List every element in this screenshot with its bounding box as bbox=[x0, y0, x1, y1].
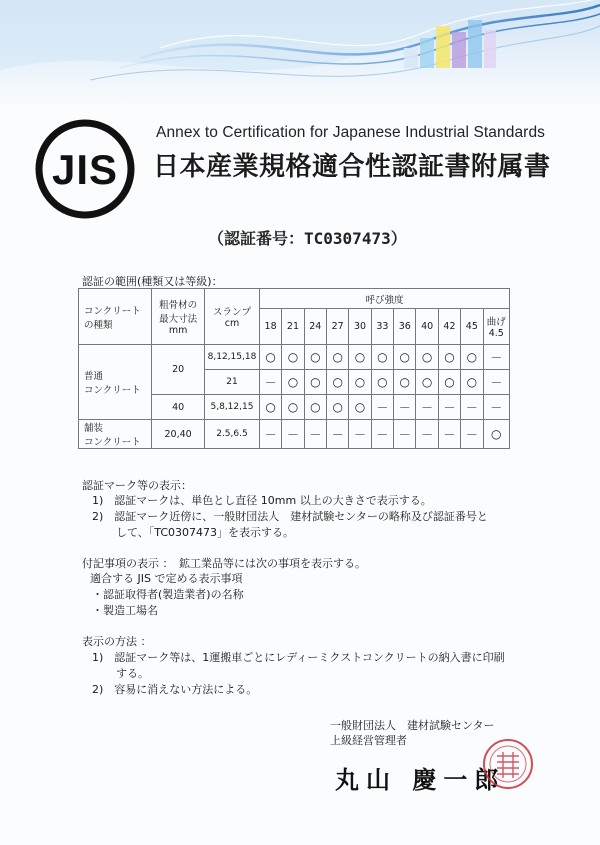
strength-col-45: 45 bbox=[461, 309, 483, 345]
cert-suffix: ） bbox=[390, 229, 407, 248]
not-certified-mark: － bbox=[371, 420, 393, 449]
svg-text:JIS: JIS bbox=[51, 146, 119, 193]
not-certified-mark: － bbox=[461, 420, 483, 449]
english-title: Annex to Certification for Japanese Industrial Standards bbox=[156, 124, 546, 141]
scope-table bbox=[78, 288, 510, 449]
certified-mark: ○ bbox=[483, 420, 509, 449]
certified-mark: ○ bbox=[282, 395, 304, 420]
certified-mark: ○ bbox=[259, 395, 281, 420]
supplementary-title: 付記事項の表示 ： 鉱工業品等には次の事項を表示する。 bbox=[82, 557, 366, 570]
signature-block bbox=[330, 718, 495, 748]
supplementary-line-2: ・認証取得者(製造業者)の名称 bbox=[92, 588, 244, 601]
certified-mark: ○ bbox=[371, 370, 393, 395]
not-certified-mark: － bbox=[483, 370, 509, 395]
mark-display-title: 認証マーク等の表示： bbox=[82, 479, 192, 492]
slump-cell: 21 bbox=[205, 370, 260, 395]
method-item-1: 1) 認証マーク等は、1運搬車ごとにレディーミクストコンクリートの納入書に印刷 bbox=[92, 651, 505, 664]
not-certified-mark: － bbox=[438, 395, 460, 420]
certified-mark: ○ bbox=[461, 345, 483, 370]
certified-mark: ○ bbox=[371, 345, 393, 370]
certified-mark: ○ bbox=[304, 370, 326, 395]
certified-mark: ○ bbox=[438, 345, 460, 370]
not-certified-mark: － bbox=[438, 420, 460, 449]
cert-code: TC0307473 bbox=[304, 229, 391, 248]
certified-mark: ○ bbox=[349, 345, 371, 370]
not-certified-mark: － bbox=[371, 395, 393, 420]
not-certified-mark: － bbox=[416, 420, 438, 449]
strength-col-24: 24 bbox=[304, 309, 326, 345]
certified-mark: ○ bbox=[304, 395, 326, 420]
strength-col-30: 30 bbox=[349, 309, 371, 345]
header-aggregate: 粗骨材の 最大寸法 mm bbox=[152, 289, 205, 345]
supplementary-line-3: ・製造工場名 bbox=[92, 604, 158, 617]
not-certified-mark: － bbox=[394, 420, 416, 449]
certification-number bbox=[208, 226, 407, 249]
certified-mark: ○ bbox=[304, 345, 326, 370]
certified-mark: ○ bbox=[282, 345, 304, 370]
mark-display-item-2-cont: して、「TC0307473」を表示する。 bbox=[116, 526, 295, 539]
not-certified-mark: － bbox=[461, 395, 483, 420]
certified-mark: ○ bbox=[327, 370, 349, 395]
strength-col-21: 21 bbox=[282, 309, 304, 345]
aggregate-cell: 20 bbox=[152, 345, 205, 395]
strength-col-36: 36 bbox=[394, 309, 416, 345]
not-certified-mark: － bbox=[304, 420, 326, 449]
signature-position: 上級経営管理者 bbox=[330, 734, 407, 747]
supplementary-line-1: 適合する JIS で定める表示事項 bbox=[90, 572, 243, 585]
mark-display-item-1: 1) 認証マークは、単色とし直径 10mm 以上の大きさで表示する。 bbox=[92, 494, 432, 507]
slump-cell: 8,12,15,18 bbox=[205, 345, 260, 370]
aggregate-cell: 40 bbox=[152, 395, 205, 420]
strength-col-40: 40 bbox=[416, 309, 438, 345]
certified-mark: ○ bbox=[416, 370, 438, 395]
signature-org: 一般財団法人 建材試験センター bbox=[330, 719, 495, 732]
certified-mark: ○ bbox=[394, 370, 416, 395]
cert-prefix: （認証番号： bbox=[208, 229, 305, 248]
not-certified-mark: － bbox=[349, 420, 371, 449]
not-certified-mark: － bbox=[394, 395, 416, 420]
slump-cell: 5,8,12,15 bbox=[205, 395, 260, 420]
certified-mark: ○ bbox=[349, 395, 371, 420]
not-certified-mark: － bbox=[259, 420, 281, 449]
certified-mark: ○ bbox=[461, 370, 483, 395]
method-title: 表示の方法 ： bbox=[82, 635, 152, 648]
not-certified-mark: － bbox=[483, 345, 509, 370]
certified-mark: ○ bbox=[349, 370, 371, 395]
not-certified-mark: － bbox=[259, 370, 281, 395]
header-strength: 呼び強度 bbox=[259, 289, 509, 309]
header-type: コンクリート の種類 bbox=[79, 289, 152, 345]
strength-col-18: 18 bbox=[259, 309, 281, 345]
certified-mark: ○ bbox=[282, 370, 304, 395]
type-cell: 普通 コンクリート bbox=[79, 345, 152, 420]
scope-label: 認証の範囲(種類又は等級)： bbox=[82, 275, 223, 288]
certified-mark: ○ bbox=[327, 345, 349, 370]
jis-logo bbox=[34, 118, 136, 220]
japanese-title: 日本産業規格適合性認証書附属書 bbox=[153, 152, 551, 182]
method-item-2: 2) 容易に消えない方法による。 bbox=[92, 683, 258, 696]
official-seal bbox=[482, 738, 534, 790]
table-row bbox=[79, 420, 510, 449]
strength-col-42: 42 bbox=[438, 309, 460, 345]
certified-mark: ○ bbox=[259, 345, 281, 370]
bending-header: 曲げ 4.5 bbox=[483, 309, 509, 345]
aggregate-cell: 20,40 bbox=[152, 420, 205, 449]
mark-display-item-2: 2) 認証マーク近傍に、一般財団法人 建材試験センターの略称及び認証番号と bbox=[92, 510, 488, 523]
certified-mark: ○ bbox=[416, 345, 438, 370]
method-item-1-cont: する。 bbox=[116, 667, 149, 680]
strength-col-33: 33 bbox=[371, 309, 393, 345]
signature-name: 丸山 慶一郎 bbox=[335, 765, 506, 794]
type-cell: 舗装 コンクリート bbox=[79, 420, 152, 449]
certified-mark: ○ bbox=[438, 370, 460, 395]
strength-col-27: 27 bbox=[327, 309, 349, 345]
not-certified-mark: － bbox=[327, 420, 349, 449]
header-slump: スランプ cm bbox=[205, 289, 260, 345]
certified-mark: ○ bbox=[394, 345, 416, 370]
slump-cell: 2.5,6.5 bbox=[205, 420, 260, 449]
table-row bbox=[79, 345, 510, 370]
not-certified-mark: － bbox=[483, 395, 509, 420]
certified-mark: ○ bbox=[327, 395, 349, 420]
not-certified-mark: － bbox=[416, 395, 438, 420]
not-certified-mark: － bbox=[282, 420, 304, 449]
header-banner bbox=[0, 0, 600, 110]
